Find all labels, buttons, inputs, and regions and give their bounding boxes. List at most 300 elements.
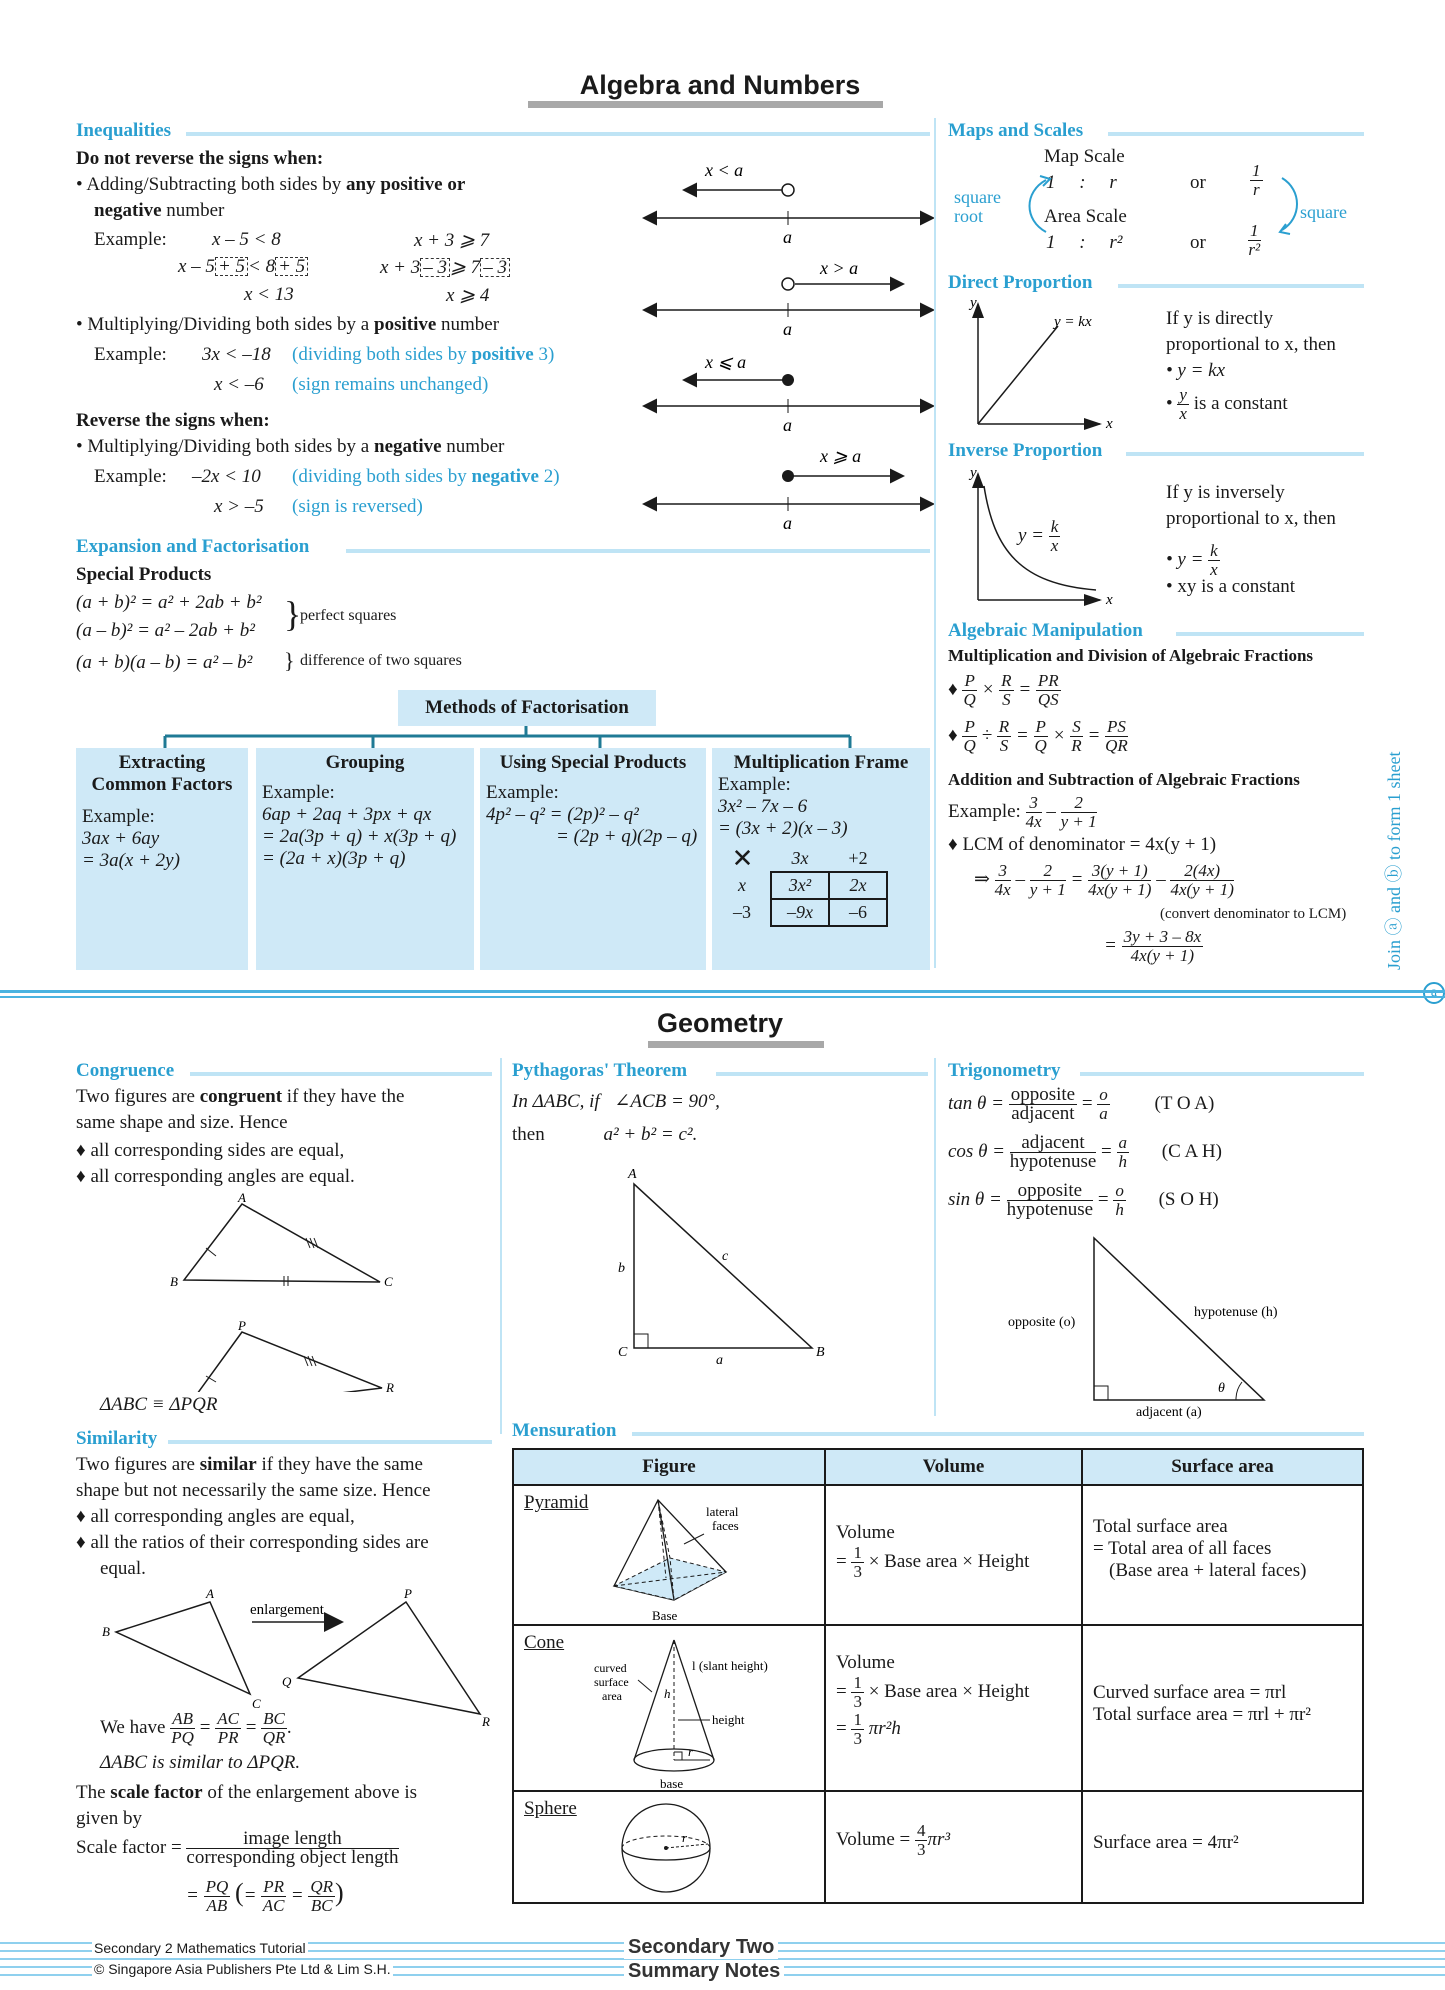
frac-den: Q [963, 690, 976, 709]
r-label: r [688, 1744, 694, 1759]
vertex-label: B [102, 1624, 110, 1639]
slant-label: l (slant height) [692, 1658, 768, 1673]
bullet-add-sub-cont [94, 200, 224, 222]
text: The [76, 1782, 106, 1803]
similarity-heading: Similarity [76, 1428, 158, 1449]
trig-triangle [1000, 1232, 1370, 1422]
text: = $\frac{1}{3}$ πr²h [836, 1710, 901, 1748]
axis-x: x [1106, 592, 1113, 606]
text: • Multiplying/Dividing both sides by a [76, 436, 370, 457]
frac-num: AC [217, 1709, 239, 1728]
frac-num: P [964, 717, 975, 736]
method-card-grouping [256, 748, 474, 970]
text: Two figures are [76, 1086, 195, 1107]
text: ∠ACB = 90°, [614, 1091, 720, 1112]
frac-den: 3 [853, 1562, 862, 1581]
frac-num: 1 [853, 1673, 862, 1692]
vertex-label: R [482, 1714, 490, 1729]
mensuration-heading: Mensuration [512, 1420, 617, 1441]
side-label: b [618, 1261, 625, 1276]
fraction [186, 1830, 398, 1867]
frac-num: 2 [1030, 862, 1066, 881]
congruent-triangles [160, 1192, 420, 1392]
text: is a constant [1193, 392, 1288, 414]
text: number [166, 200, 225, 221]
frame-row-head: x [738, 875, 746, 895]
text: × Base area × Height [868, 1680, 1030, 1702]
frac-den: y + 1 [1029, 880, 1066, 899]
frac-den: AC [262, 1896, 285, 1916]
text: (dividing both sides by [292, 466, 467, 487]
text: y = [1018, 524, 1045, 546]
curved-label: curved [594, 1661, 627, 1675]
text: = Total area of all faces [1093, 1538, 1272, 1559]
vertex-label: B [170, 1274, 178, 1289]
fraction [1009, 1086, 1077, 1123]
ex3-note1 [292, 344, 554, 366]
frac-num: 1 [1250, 221, 1259, 240]
frac-num: PQ [205, 1877, 229, 1897]
expansion-heading: Expansion and Factorisation [76, 536, 310, 557]
scale-factor-formula [76, 1830, 399, 1867]
frac-den: 4x [1025, 812, 1042, 831]
maps-heading: Maps and Scales [948, 120, 1084, 141]
or-text: or [1190, 232, 1206, 253]
text: number [446, 436, 505, 457]
frac-den: S [1002, 690, 1011, 709]
frac-num: k [1050, 517, 1059, 536]
footer-notes: Summary Notes [624, 1960, 784, 1983]
fraction [1030, 862, 1066, 899]
text [836, 1822, 1071, 1859]
fraction [1122, 928, 1204, 965]
ex3-line1: 3x < –18 [202, 344, 271, 365]
numberline-label-1: x < a [705, 160, 744, 180]
congruence-bullet: ♦ all corresponding sides are equal, [76, 1140, 345, 1161]
text: negative [94, 200, 162, 221]
fraction [1036, 672, 1061, 709]
text: Curved surface area = πrl [1093, 1682, 1287, 1703]
figure-name: Sphere [524, 1798, 577, 1819]
congruence-heading: Congruence [76, 1060, 175, 1081]
page-title-geometry: Geometry [656, 1008, 784, 1038]
volume-cell [825, 1625, 1082, 1791]
text: × Base area × Height [868, 1550, 1030, 1572]
frame-cell: 3x² [771, 872, 829, 899]
frac-den: AB [206, 1896, 228, 1916]
table-row [513, 1485, 1363, 1625]
example-label: Example: [94, 344, 167, 365]
frame-cell: –6 [829, 899, 887, 926]
text: Volume [836, 1652, 895, 1673]
tick-label: a [783, 415, 792, 435]
ex1-line2 [178, 256, 308, 278]
direct-text: proportional to x, then [1166, 334, 1336, 355]
frac-den: 4x(y + 1) [1088, 880, 1152, 899]
frac-num: a [1118, 1133, 1127, 1152]
curved-label: area [602, 1689, 622, 1703]
cone-figure [548, 1632, 808, 1792]
lcm-note: ♦ LCM of denominator = 4x(y + 1) [948, 834, 1217, 855]
text: if they have the [286, 1086, 405, 1107]
rule-multiply: ♦ $\frac{P}{Q}$ × $\frac{R}{S}$ = $\frac{PR}{QS}$ [948, 671, 1059, 709]
square-root-label: square root [954, 187, 1001, 226]
adjacent-label: adjacent (a) [1136, 1405, 1202, 1420]
figure-name: Cone [524, 1632, 565, 1653]
vertex-label: A [206, 1586, 214, 1601]
tick-label: a [783, 227, 792, 247]
vertex-label: C [618, 1345, 628, 1360]
tick-label: a [783, 319, 792, 339]
vertex-label: P [238, 1318, 246, 1333]
dashed-term: + 5 [215, 257, 248, 276]
frac-num: o [1099, 1085, 1108, 1104]
method-title: Multiplication Frame [733, 752, 909, 773]
base-label: Base [652, 1608, 678, 1623]
frac-den: BC [310, 1896, 333, 1916]
closed-circle [782, 374, 794, 386]
frame-cell: 2x [829, 872, 887, 899]
vertex-label: P [404, 1586, 412, 1601]
fraction [962, 718, 976, 755]
figure-name: Pyramid [524, 1492, 589, 1513]
fraction [204, 1878, 231, 1915]
text: congruent [199, 1086, 283, 1107]
fraction [1105, 718, 1128, 755]
fraction [915, 1822, 928, 1859]
text: • Adding/Subtracting both sides by [76, 174, 342, 195]
add-sub-title: Addition and Subtraction of Algebraic Fractions [948, 770, 1300, 789]
multiplication-frame [714, 846, 888, 927]
similarity-text: shape but not necessarily the same size. Hence [76, 1480, 431, 1501]
congruence-statement: ΔABC ≡ ΔPQR [100, 1394, 218, 1415]
text: Example: [948, 800, 1021, 822]
trig-heading: Trigonometry [948, 1060, 1061, 1081]
special-product-1: (a + b)² = a² + 2ab + b² [76, 592, 262, 613]
inverse-text: If y is inversely [1166, 482, 1285, 503]
frac-num: 3y + 3 – 8x [1123, 927, 1202, 946]
mnemonic: (T O A) [1154, 1092, 1215, 1114]
section-rule [1126, 452, 1364, 456]
figure-cell [513, 1625, 825, 1791]
figure-cell [513, 1485, 825, 1625]
vertex-label: B [816, 1345, 825, 1360]
text: πr³ [927, 1828, 951, 1850]
volume-cell [825, 1485, 1082, 1625]
inequalities-heading: Inequalities [76, 120, 172, 141]
hypotenuse-label: hypotenuse (h) [1194, 1305, 1278, 1320]
volume-cell [825, 1791, 1082, 1903]
brace: } [284, 594, 302, 634]
lateral-label: faces [712, 1518, 739, 1533]
frac-num: image length [186, 1830, 398, 1849]
text: x – 5 [178, 256, 215, 277]
text: = $\frac{1}{3}$ × Base area × Height [836, 1673, 1030, 1711]
vertex-label: A [238, 1192, 246, 1205]
frac-den: PR [217, 1728, 239, 1747]
fraction [962, 672, 976, 709]
method-example: Example: [82, 806, 155, 827]
fraction [215, 1710, 241, 1747]
column-divider [500, 1058, 502, 1434]
special-product-2: (a – b)² = a² – 2ab + b² [76, 620, 255, 641]
base-label: base [660, 1776, 684, 1791]
fraction [1034, 718, 1048, 755]
frac-den: Q [963, 736, 976, 755]
frac-den: r² [1248, 240, 1261, 259]
direct-text: • y = kx [1166, 360, 1226, 381]
text: 3) [538, 344, 555, 365]
page-title-algebra: Algebra and Numbers [579, 70, 861, 100]
text: (Base area + lateral faces) [1109, 1560, 1307, 1581]
section-separator [0, 990, 1445, 993]
text: = $\frac{1}{3}$ × Base area × Height [836, 1543, 1030, 1581]
frac-num: y [1179, 385, 1187, 404]
fraction [1117, 1134, 1130, 1171]
frac-den: 4x(y + 1) [1130, 946, 1195, 965]
pythagoras-heading: Pythagoras' Theorem [512, 1060, 688, 1081]
congruence-text: same shape and size. Hence [76, 1112, 288, 1133]
inverse-heading: Inverse Proportion [948, 440, 1103, 461]
method-line: = 3a(x + 2y) [82, 850, 180, 871]
axis-y: y [970, 296, 977, 311]
scale-factor-text [76, 1782, 417, 1804]
congruence-bullet: ♦ all corresponding angles are equal. [76, 1166, 355, 1187]
method-line: 4p² – q² = (2p)² – q² [486, 804, 639, 825]
similarity-bullet: equal. [100, 1558, 146, 1579]
text: then [512, 1124, 545, 1145]
inverse-text: proportional to x, then [1166, 508, 1336, 529]
mensuration-table [512, 1448, 1364, 1904]
frac-num: 1 [1252, 161, 1261, 180]
text: We have [100, 1716, 166, 1738]
title-underline [648, 1041, 824, 1048]
manip-heading: Algebraic Manipulation [948, 620, 1143, 641]
sheet-marker-icon [1423, 982, 1445, 1004]
pythagoras-text [512, 1090, 720, 1113]
method-card-multiplication-frame [712, 748, 930, 970]
frac-den: 3 [916, 1840, 926, 1859]
numberline-label-4: x ⩾ a [820, 446, 862, 466]
vertex-label: C [384, 1274, 393, 1289]
section-separator [0, 996, 1445, 998]
vertex-label: R [386, 1380, 394, 1392]
direct-graph [960, 296, 1120, 431]
frac-den: PQ [171, 1728, 194, 1747]
ex2-line2 [380, 256, 510, 279]
rule-divide: ♦ $\frac{P}{Q}$ ÷ $\frac{R}{S}$ = $\frac{P}{Q}$ × $\frac{S}{R}$ = $\frac{PS}{QR}$ [948, 717, 1128, 755]
method-example: Example: [486, 782, 559, 803]
fraction [1177, 386, 1189, 423]
method-card-special-products [480, 748, 706, 970]
frac-den: x [1179, 404, 1187, 423]
ex2-line3: x ⩾ 4 [446, 285, 490, 306]
table-header: Figure [513, 1449, 825, 1485]
text: Volume [836, 1522, 895, 1543]
fraction [1113, 1182, 1126, 1219]
result-fraction: = $\frac{3y + 3 - 8x}{4x(y + 1)}$ [1104, 927, 1202, 965]
text: Scale factor = [76, 1836, 182, 1858]
frac-den: 4x [994, 880, 1011, 899]
direct-heading: Direct Proportion [948, 272, 1093, 293]
surface-cell [1082, 1791, 1363, 1903]
fraction [1010, 1134, 1097, 1171]
frac-num: PR [1037, 671, 1059, 690]
similar-ratios: We have $\frac{AB}{PQ}$ = $\frac{AC}{PR}$ = $\frac{BC}{QR}$ . [100, 1709, 292, 1747]
method-line: 3x² – 7x – 6 [718, 796, 808, 817]
method-line: = (3x + 2)(x – 3) [718, 818, 848, 839]
fraction [995, 862, 1011, 899]
vertex-label: Q [282, 1674, 292, 1689]
frac-num: 3(y + 1) [1088, 862, 1151, 881]
brace: } [284, 648, 295, 673]
numberline-label-3: x ⩽ a [705, 352, 747, 372]
method-example: Example: [718, 774, 791, 795]
fraction [261, 1710, 287, 1747]
scale-arrows [1010, 170, 1310, 260]
frac-num: o [1115, 1181, 1124, 1200]
side-label: a [716, 1353, 723, 1364]
enlargement-label: enlargement [250, 1602, 324, 1618]
dashed-term: – 3 [480, 258, 510, 277]
fraction [1097, 1086, 1110, 1123]
pythagoras-text [512, 1124, 697, 1146]
number-lines [640, 160, 940, 540]
add-example: Example: $\frac{3}{4x}$ – $\frac{2}{y + 1}$ [948, 793, 1097, 831]
text: Total surface area [1093, 1516, 1228, 1537]
height-label: height [712, 1712, 745, 1727]
title-underline [528, 101, 883, 108]
map-scale-ratio: 1 : r [1046, 172, 1117, 193]
frac-den: adjacent [1011, 1103, 1075, 1124]
frac-num: 1 [853, 1543, 862, 1562]
column-divider [934, 1058, 936, 1416]
method-title: Using Special Products [499, 752, 687, 773]
frac-den: QR [1105, 736, 1128, 755]
fraction [851, 1711, 864, 1748]
fraction [1208, 542, 1220, 579]
mnemonic: (S O H) [1158, 1188, 1219, 1210]
inverse-graph-label [1018, 518, 1060, 555]
method-line: 6ap + 2aq + 3px + qx [262, 804, 432, 825]
text: 2) [543, 466, 560, 487]
frac-den: r [1252, 180, 1260, 199]
dashed-term: – 3 [420, 258, 450, 277]
r-label: r [682, 1830, 688, 1845]
frame-head: +2 [848, 848, 868, 868]
side-tab-text: Join ⓐ and ⓑ to form 1 sheet [1384, 751, 1404, 970]
frac-den: hypotenuse [1006, 1199, 1094, 1220]
special-product-3: (a + b)(a – b) = a² – b² [76, 652, 253, 673]
opposite-label: opposite (o) [1008, 1315, 1076, 1330]
example-label: Example: [94, 466, 167, 487]
fraction [851, 1674, 864, 1711]
text: scale factor [110, 1782, 203, 1803]
inverse-text: • xy is a constant [1166, 576, 1296, 597]
text: (dividing both sides by [292, 344, 467, 365]
ex1-line3: x < 13 [244, 284, 294, 305]
frac-num: P [964, 671, 975, 690]
frac-num: opposite [1010, 1084, 1076, 1105]
text: Two figures are [76, 1454, 195, 1475]
fraction [1049, 518, 1061, 555]
text: Volume = [836, 1828, 911, 1850]
open-circle [782, 278, 794, 290]
similarity-bullet: ♦ all the ratios of their corresponding sides are [76, 1532, 429, 1553]
frac-den: x [1050, 536, 1059, 555]
text: negative [374, 436, 442, 457]
method-card-extracting [76, 748, 248, 970]
frac-num: R [1001, 671, 1012, 690]
similarity-statement: ΔABC is similar to ΔPQR. [100, 1752, 301, 1773]
mult-div-title: Multiplication and Division of Algebraic Fractions [948, 646, 1314, 665]
tan-formula: tan θ = $\frac{\text{opposite}}{\text{adjacent}}$ = $\frac{o}{a}$ (T O A) [948, 1084, 1215, 1124]
frac-num: 4 [916, 1821, 926, 1840]
convert-note: (convert denominator to LCM) [1160, 906, 1347, 922]
frac-num: adjacent [1010, 1134, 1097, 1153]
table-header-row [513, 1449, 1363, 1485]
section-rule [716, 1072, 928, 1076]
fraction [997, 718, 1011, 755]
square-label: square [1300, 202, 1347, 222]
column-divider [934, 118, 936, 968]
table-header: Volume [825, 1449, 1082, 1485]
text: if they have the same [261, 1454, 423, 1475]
method-line: = (2a + x)(3p + q) [262, 848, 406, 869]
curved-label: surface [594, 1675, 629, 1689]
lateral-label: lateral [706, 1504, 739, 1519]
section-rule [190, 1072, 492, 1076]
method-title: Grouping [325, 752, 405, 773]
text: number [441, 314, 500, 335]
text: tan θ = [948, 1092, 1004, 1114]
frac-den: corresponding object length [186, 1847, 399, 1868]
frac-den: QR [262, 1728, 286, 1747]
h-label: h [664, 1686, 671, 1701]
do-not-reverse-label: Do not reverse the signs when: [76, 148, 324, 169]
theta-label: θ [1218, 1381, 1225, 1396]
frac-den: S [999, 736, 1009, 755]
bullet-mult-positive [76, 314, 499, 336]
frac-num: 3 [995, 862, 1011, 881]
text: positive [374, 314, 437, 335]
tick-label: a [783, 513, 792, 533]
frac-den: hypotenuse [1009, 1151, 1097, 1172]
fraction [308, 1878, 335, 1915]
section-rule [168, 1440, 492, 1444]
ex2-line1: x + 3 ⩾ 7 [414, 230, 490, 251]
frac-den: QS [1037, 690, 1059, 709]
fraction [261, 1878, 286, 1915]
frac-num: 1 [853, 1710, 862, 1729]
area-scale-label: Area Scale [1044, 206, 1127, 227]
section-rule [632, 1432, 1364, 1436]
scale-factor-text: given by [76, 1808, 142, 1829]
frac-num: R [998, 717, 1010, 736]
numberline-label-2: x > a [820, 258, 859, 278]
section-rule [1176, 632, 1364, 636]
fraction [1088, 862, 1151, 899]
graph-label: y = kx [1054, 314, 1092, 330]
text: negative [471, 466, 539, 487]
table-row [513, 1625, 1363, 1791]
section-rule [1080, 1072, 1364, 1076]
frac-den: x [1210, 560, 1218, 579]
section-rule [186, 132, 930, 136]
converted-fractions: ⇒ $\frac{3}{4x}$ – $\frac{2}{y + 1}$ = $\frac{3(y + 1)}{4x(y + 1)}$ – $\frac{2(4x)}{4x(y + 1)}$ [974, 861, 1234, 899]
axis-y: y [970, 466, 977, 481]
bullet-add-sub [76, 174, 465, 196]
